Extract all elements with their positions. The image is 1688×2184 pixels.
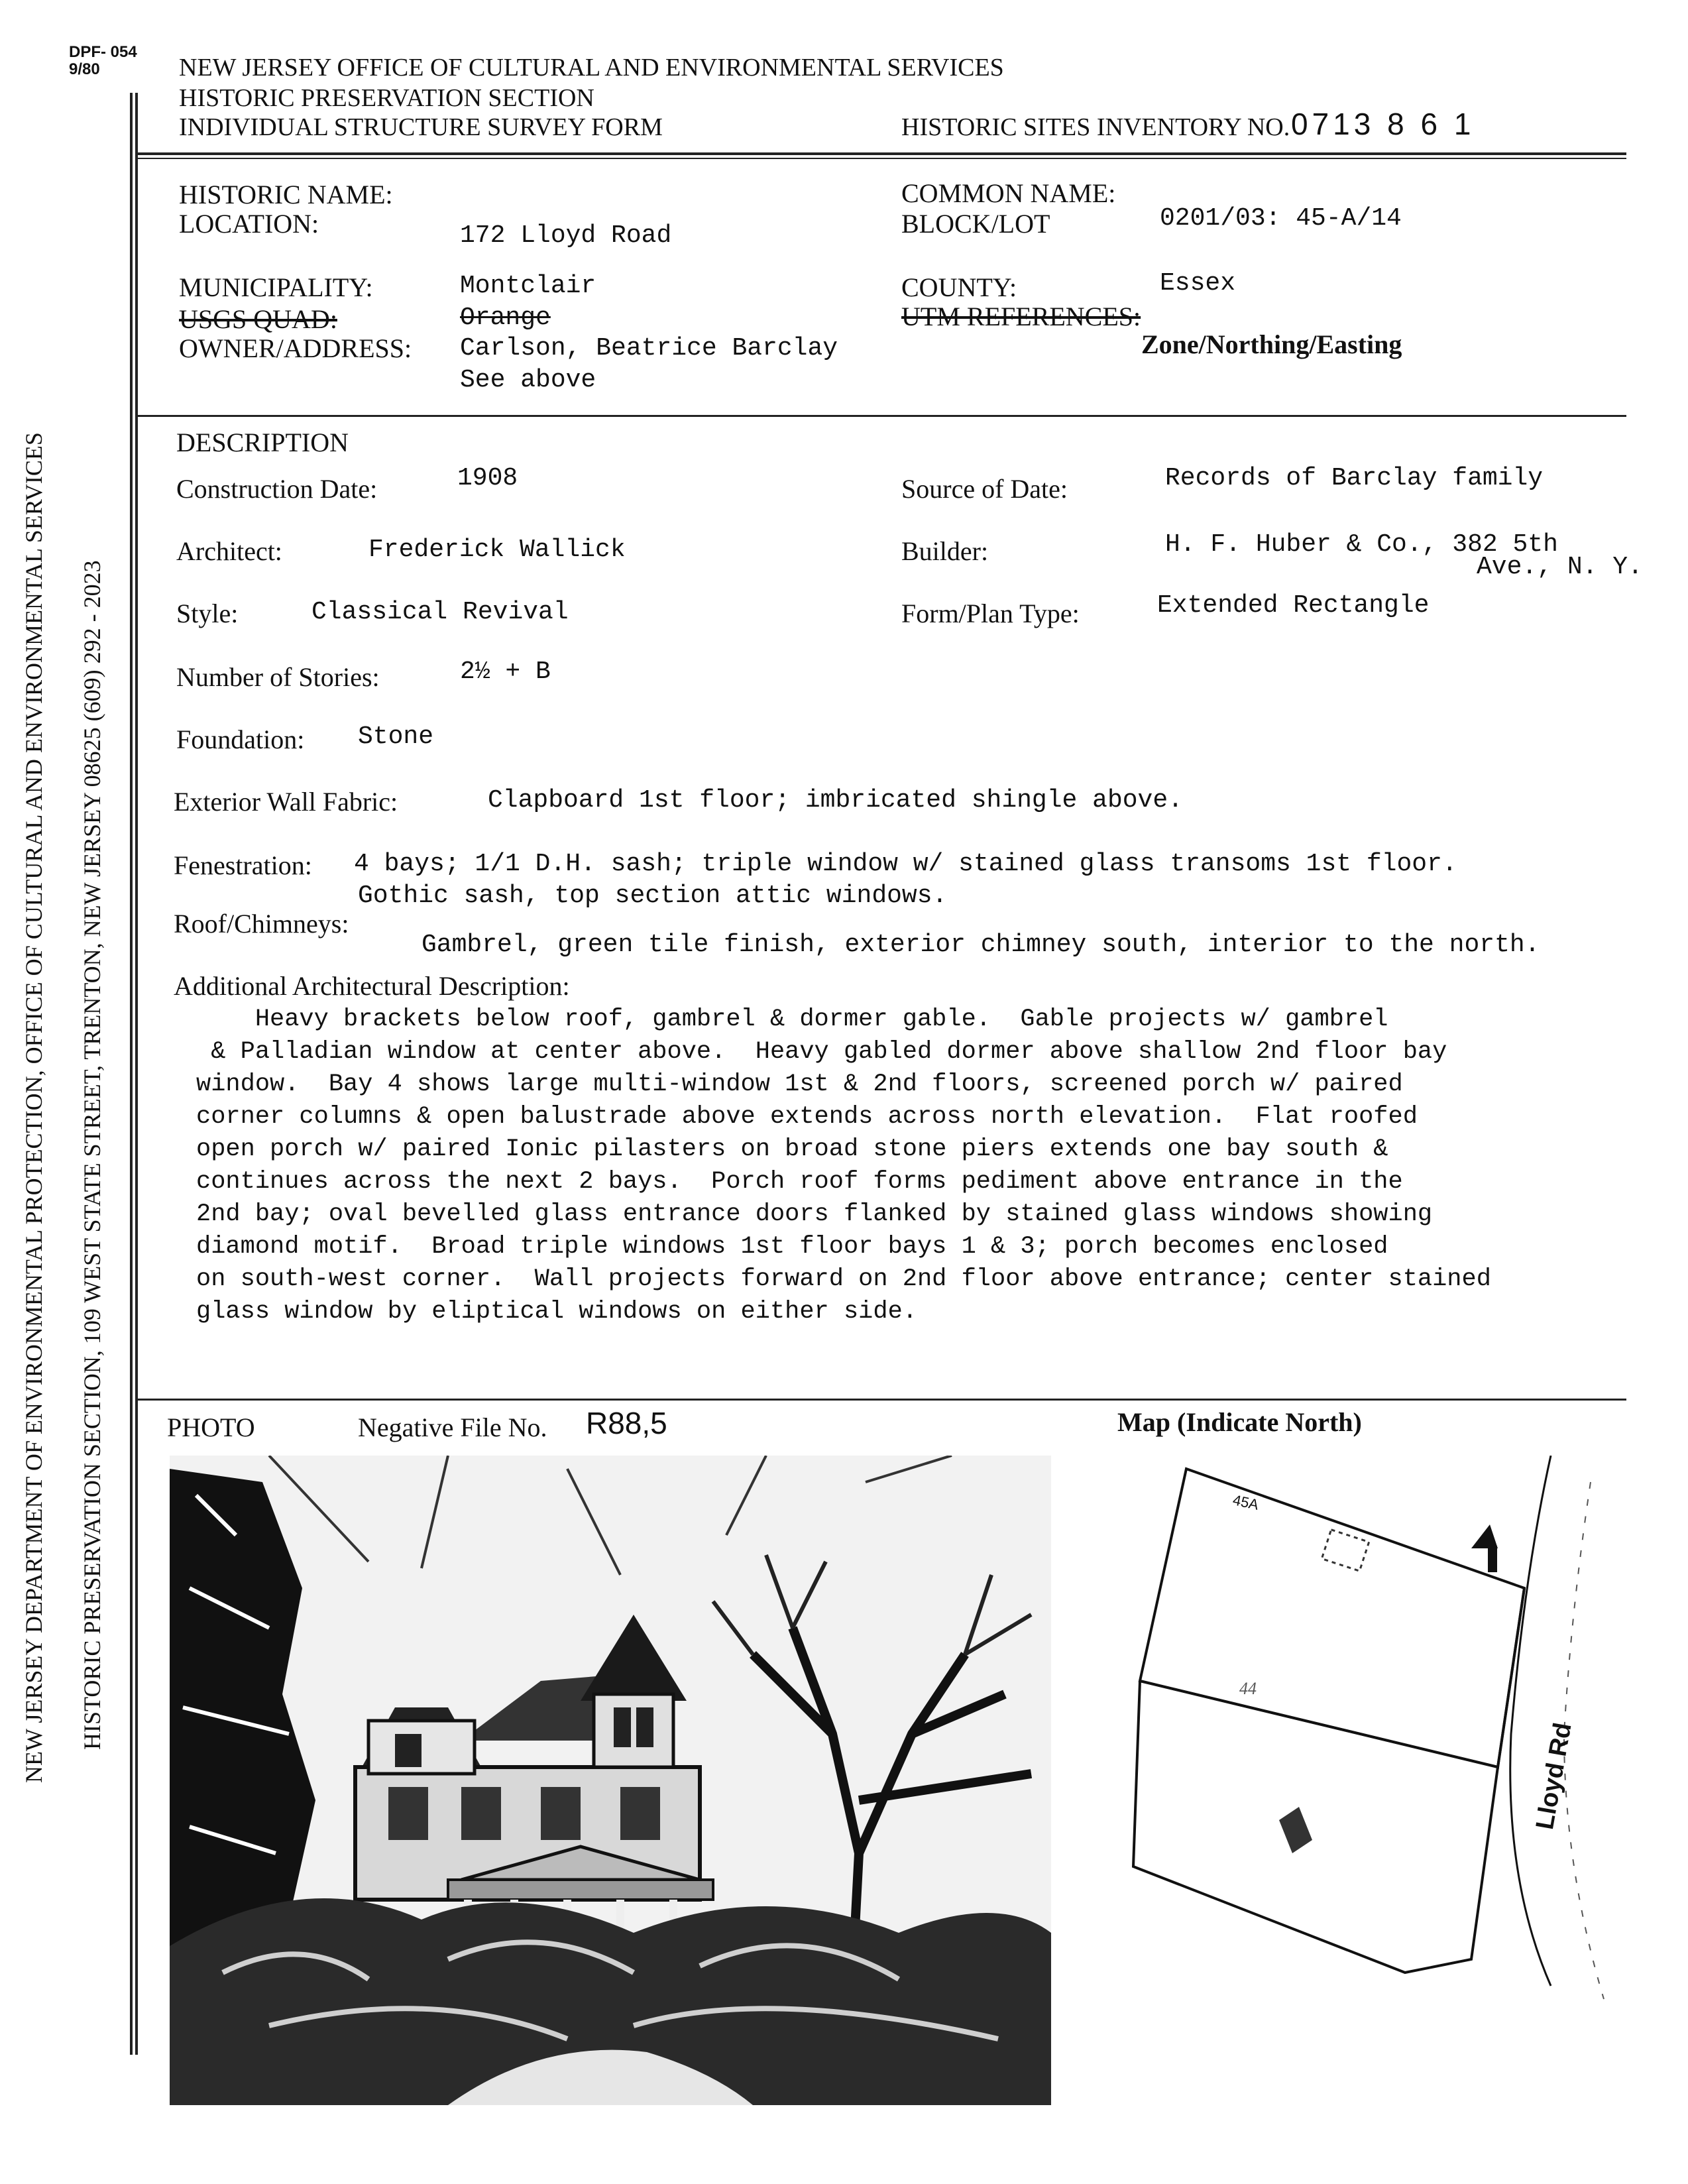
construction-date-label: Construction Date:	[176, 474, 378, 504]
fenestration-value-line1: 4 bays; 1/1 D.H. sash; triple window w/ stained glass transoms 1st floor.	[354, 850, 1457, 878]
inventory-number: 0713 8 6 1	[1291, 107, 1475, 141]
builder-value-line1: H. F. Huber & Co., 382 5th	[1165, 530, 1558, 559]
inventory-label: HISTORIC SITES INVENTORY NO.	[901, 113, 1290, 141]
house-photo-illustration	[170, 1456, 1051, 2105]
builder-value-line2: Ave., N. Y.	[1477, 553, 1643, 581]
form-date: 9/80	[69, 60, 100, 78]
stories-value: 2½ + B	[460, 658, 551, 686]
block-lot-label: BLOCK/LOT	[901, 209, 1050, 239]
foundation-value: Stone	[358, 722, 434, 751]
source-of-date-label: Source of Date:	[901, 474, 1068, 504]
usgs-value: Orange	[460, 304, 551, 332]
house-photo	[170, 1456, 1051, 2105]
description-line: window. Bay 4 shows large multi-window 1st & 2nd floors, screened porch w/ paired	[196, 1070, 1403, 1098]
roof-value: Gambrel, green tile finish, exterior chimney south, interior to the north.	[422, 931, 1540, 959]
additional-description-text	[196, 1004, 1491, 1328]
roof-label: Roof/Chimneys:	[174, 909, 349, 939]
owner-address: See above	[460, 366, 596, 394]
description-line: 2nd bay; oval bevelled glass entrance doors flanked by stained glass windows showing	[196, 1200, 1433, 1228]
lloyd-road-edge	[1510, 1456, 1551, 1986]
owner-label: OWNER/ADDRESS:	[179, 333, 412, 363]
county-value: Essex	[1160, 269, 1236, 298]
utm-label: UTM REFERENCES:	[901, 302, 1141, 331]
common-name-label: COMMON NAME:	[901, 178, 1116, 208]
owner-name: Carlson, Beatrice Barclay	[460, 334, 838, 363]
description-rule	[135, 1399, 1626, 1401]
form-plan-label: Form/Plan Type:	[901, 599, 1080, 628]
left-rule-inner	[135, 93, 138, 2055]
utm-subheading: Zone/Northing/Easting	[1141, 329, 1402, 359]
identification-rule	[135, 415, 1626, 417]
description-line: glass window by eliptical windows on either side.	[196, 1298, 917, 1326]
description-line: Heavy brackets below roof, gambrel & dormer gable. Gable projects w/ gambrel	[196, 1006, 1388, 1033]
description-line: continues across the next 2 bays. Porch roof forms pediment above entrance in the	[196, 1168, 1403, 1196]
side-text-address: HISTORIC PRESERVATION SECTION, 109 WEST STATE STREET, TRENTON, NEW JERSEY 08625 (609) 292 - 2023	[79, 560, 105, 1750]
header-rule-thin	[135, 158, 1626, 159]
form-title: INDIVIDUAL STRUCTURE SURVEY FORM	[179, 113, 663, 141]
description-line: & Palladian window at center above. Heavy gabled dormer above shallow 2nd floor bay	[196, 1038, 1447, 1066]
left-rule-outer	[130, 93, 133, 2055]
negative-file-number: R88,5	[586, 1406, 667, 1440]
fenestration-label: Fenestration:	[174, 850, 312, 880]
negative-file-label: Negative File No.	[358, 1412, 547, 1442]
form-code-number: DPF- 054	[69, 43, 137, 61]
stories-label: Number of Stories:	[176, 662, 380, 692]
lot-45a-label: 45A	[1231, 1491, 1261, 1513]
description-line: diamond motif. Broad triple windows 1st floor bays 1 & 3; porch becomes enclosed	[196, 1233, 1388, 1261]
block-lot-value: 0201/03: 45-A/14	[1160, 204, 1402, 233]
lot-14-outline	[1133, 1681, 1498, 1973]
lloyd-road-label: Lloyd Rd	[1531, 1720, 1577, 1832]
additional-description-label: Additional Architectural Description:	[174, 971, 570, 1001]
architect-label: Architect:	[176, 536, 282, 566]
description-line: open porch w/ paired Ionic pilasters on broad stone piers extends one bay south &	[196, 1135, 1388, 1163]
description-line: on south-west corner. Wall projects forward on 2nd floor above entrance; center stained	[196, 1265, 1491, 1293]
form-code	[69, 44, 137, 78]
builder-label: Builder:	[901, 536, 989, 566]
site-map	[1127, 1456, 1630, 2026]
wall-fabric-label: Exterior Wall Fabric:	[174, 787, 398, 817]
header-rule	[135, 152, 1626, 155]
style-value: Classical Revival	[311, 598, 569, 626]
usgs-label: USGS QUAD:	[179, 304, 337, 334]
description-line: corner columns & open balustrade above extends across north elevation. Flat roofed	[196, 1103, 1418, 1131]
location-label: LOCATION:	[179, 209, 319, 239]
side-text-department: NEW JERSEY DEPARTMENT OF ENVIRONMENTAL PROTECTION, OFFICE OF CULTURAL AND ENVIRONMENTAL SERVICES	[21, 432, 47, 1783]
historic-name-label: HISTORIC NAME:	[179, 180, 393, 209]
lot-45a-outline	[1140, 1469, 1524, 1767]
source-of-date-value: Records of Barclay family	[1165, 464, 1544, 492]
section-title: HISTORIC PRESERVATION SECTION	[179, 84, 594, 112]
construction-date-value: 1908	[457, 464, 518, 492]
map-label: Map (Indicate North)	[1117, 1407, 1362, 1437]
location-value: 172 Lloyd Road	[460, 221, 672, 250]
municipality-value: Montclair	[460, 272, 596, 300]
fenestration-value-line2: Gothic sash, top section attic windows.	[358, 882, 948, 910]
style-label: Style:	[176, 599, 239, 628]
wall-fabric-value: Clapboard 1st floor; imbricated shingle above.	[488, 786, 1183, 815]
county-label: COUNTY:	[901, 272, 1017, 302]
photo-label: PHOTO	[167, 1412, 255, 1442]
svg-text:44: 44	[1239, 1679, 1257, 1698]
description-heading: DESCRIPTION	[176, 428, 349, 457]
agency-title: NEW JERSEY OFFICE OF CULTURAL AND ENVIRONMENTAL SERVICES	[179, 54, 1004, 82]
foundation-label: Foundation:	[176, 724, 305, 754]
architect-value: Frederick Wallick	[368, 536, 626, 564]
municipality-label: MUNICIPALITY:	[179, 272, 373, 302]
form-plan-value: Extended Rectangle	[1157, 591, 1430, 620]
